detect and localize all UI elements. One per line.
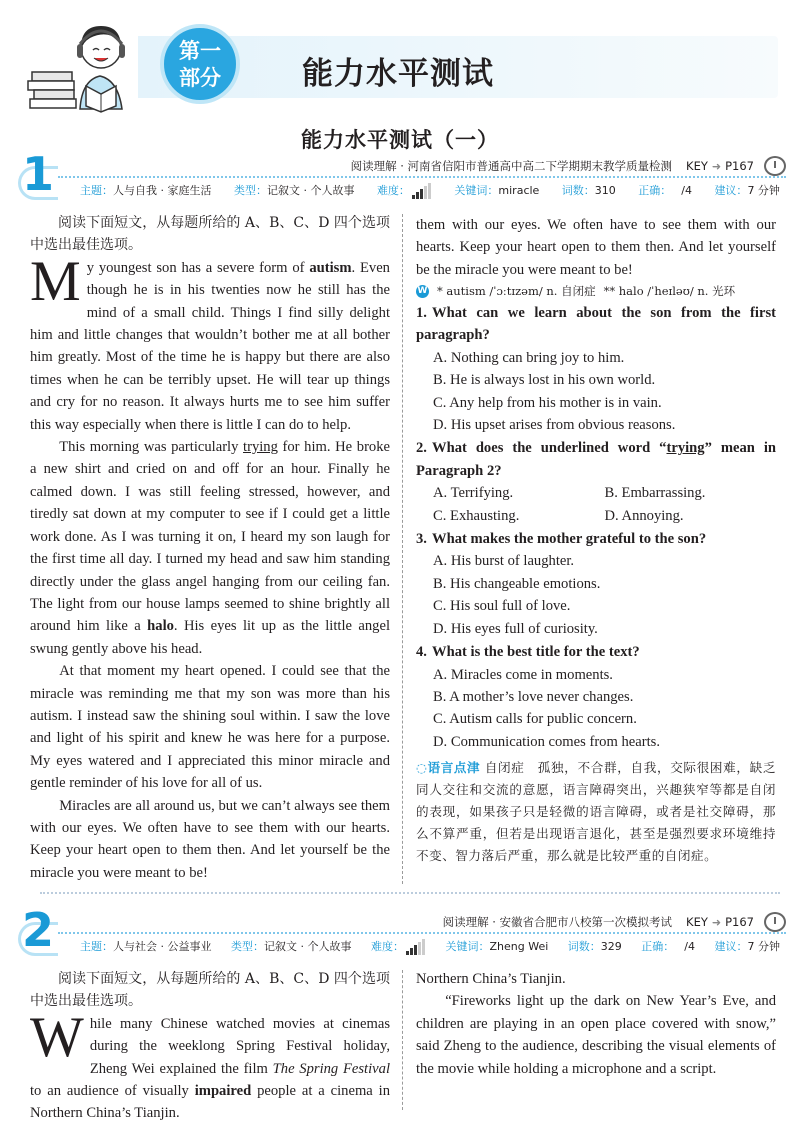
question-number: 3. — [416, 531, 427, 548]
part-badge — [160, 24, 240, 104]
p1-text-c: people at a cinema in Northern China’s Tianjin. — [30, 1083, 391, 1122]
option[interactable]: A. Miracles come in moments. — [433, 666, 613, 683]
part-label-line2: 部分 — [179, 66, 221, 90]
question-3 — [416, 528, 776, 550]
passage-1-left-column — [30, 212, 390, 881]
section-source-line — [443, 912, 786, 932]
column-divider — [402, 970, 403, 1110]
alarm-clock-icon — [764, 156, 786, 176]
option-row — [416, 482, 776, 504]
section-divider — [58, 176, 786, 178]
keyword-value: miracle — [498, 184, 540, 197]
option[interactable]: D. Communication comes from hearts. — [433, 733, 660, 750]
vocab-word-2: ** halo /ˈheɪləʊ/ n. 光环 — [603, 284, 736, 298]
key-page: P167 — [725, 159, 754, 173]
wordcount-label: 词数： — [561, 184, 595, 197]
p2-text-c: . His eyes lit up as the little angel swung gently above his head. — [30, 618, 390, 657]
passage-1-paragraph-2 — [30, 436, 390, 660]
type-value: 记叙文 · 个人故事 — [266, 184, 355, 197]
option[interactable]: A. His burst of laughter. — [433, 553, 575, 570]
question-text: What makes the mother grateful to the son? — [432, 531, 707, 548]
type-value: 记叙文 · 个人故事 — [264, 940, 352, 953]
keyword-label: 关键词： — [454, 184, 499, 197]
key-label: KEY — [686, 159, 708, 173]
film-title: The Spring Festival — [272, 1060, 390, 1077]
suggest-value: 7 分钟 — [747, 940, 780, 953]
p2-text-a: This morning was particularly — [59, 439, 244, 456]
part-label-line1: 第一 — [179, 39, 221, 63]
key-label: KEY — [686, 915, 708, 929]
banner-title: 能力水平测试 — [302, 56, 494, 92]
passage-2-paragraph-2: “Fireworks light up the dark on New Year’s Eve, and children are playing in an open place covered with snow,” said Zheng to the audience, describing the visual elements of the movie while holding a microphone and a script. — [416, 993, 776, 1077]
keyword-label: 关键词： — [445, 940, 490, 953]
question-number: 4. — [416, 644, 427, 661]
question-text: What does the underlined word “ — [432, 440, 667, 457]
column-divider — [402, 214, 403, 884]
option[interactable]: B. He is always lost in his own world. — [433, 372, 656, 389]
option[interactable]: D. His eyes full of curiosity. — [433, 620, 598, 637]
passage-1-paragraph-3: At that moment my heart opened. I could see that the miracle was reminding me that my son was more than his autism. I instead saw the shining soul within. I saw the love and light of his spirit and knew he was here for a purpose. My eyes watered and I appreciated this minor miracle and gentle reminder of his love for all of us. — [30, 663, 390, 792]
section-source: 阅读理解 · 河南省信阳市普通高中高二下学期期末教学质量检测 — [350, 159, 673, 173]
theme-value: 人与社会 · 公益事业 — [113, 940, 212, 953]
difficulty-label: 难度： — [371, 939, 404, 953]
section-1-header — [18, 147, 786, 201]
difficulty-bars-icon — [412, 183, 432, 199]
arrow-right-icon: ➜ — [711, 159, 722, 173]
passage-1-paragraph-4-end: them with our eyes. We often have to see them with our hearts. Keep your heart open to them then. And let yourself be the miracle you were meant to be! — [416, 217, 776, 278]
option[interactable]: D. His upset arises from obvious reasons. — [433, 417, 676, 434]
option[interactable]: A. Nothing can bring joy to him. — [433, 349, 625, 366]
vocab-word-1: * autism /ˈɔːtɪzəm/ n. 自闭症 — [437, 284, 596, 298]
question-text: What is the best title for the text? — [432, 644, 640, 661]
p2-text-b: for him. He broke a new shirt and cried on and off for an hour. Finally he calmed down. I was still feeling stressed, however, and tiredly sat down at my computer to see if I could get a little work done. As I was turning it on, I heard my son laugh for the first time all day. I turned my head and saw him standing directly under the glass angel hanging from our ceiling fan. The light from our house lamps seemed to shine brightly all around him like a — [30, 439, 390, 635]
theme-label: 主题： — [80, 184, 113, 197]
passage-2-paragraph-1 — [30, 1005, 391, 1125]
correct-value: /4 — [684, 940, 695, 953]
p1-bold-word: impaired — [194, 1083, 252, 1100]
question-number: 2. — [416, 440, 427, 457]
question-1 — [416, 302, 776, 347]
option[interactable]: D. Annoying. — [604, 507, 684, 524]
theme-value: 人与自我 · 家庭生活 — [113, 184, 212, 197]
language-note — [416, 757, 776, 867]
p1-text-b: . Even though he is in his twenties now he still has the mind of a small child. Things I find silly delight him and little changes that wouldn’t bother me at all bother him greatly. Most of the time he is happy but there are also times when he can be terribly upset. He will tear up things and cry for no reason. It always hurts me to see him suffer this way especially when there is little I can do to help. — [30, 259, 390, 433]
page-banner — [20, 14, 780, 114]
p2-underlined-word: trying — [243, 439, 278, 456]
section-number: 1 — [22, 147, 55, 201]
arrow-right-icon: ➜ — [711, 915, 722, 929]
option[interactable]: C. Autism calls for public concern. — [433, 711, 637, 728]
passage-2-paragraph-1-end: Northern China’s Tianjin. — [416, 971, 566, 987]
section-meta-line — [80, 936, 780, 956]
suggest-value: 7 分钟 — [747, 184, 780, 197]
instruction: 阅读下面短文，从每题所给的 A、B、C、D 四个选项中选出最佳选项。 — [30, 971, 390, 1010]
option-row — [416, 505, 776, 527]
section-separator — [40, 892, 780, 894]
question-underlined-word: trying — [666, 440, 705, 457]
correct-label: 正确： — [638, 184, 672, 197]
p1-bold-word: autism — [309, 259, 352, 276]
passage-1-paragraph-1 — [30, 249, 390, 436]
passage-1-paragraph-4-start: Miracles are all around us, but we can’t always see them with our eyes. We often have to see them with our hearts. Keep your heart open to them then. And let yourself be the miracle you were meant to be! — [30, 797, 390, 881]
question-2 — [416, 437, 776, 482]
option[interactable]: C. Any help from his mother is in vain. — [433, 394, 662, 411]
wordcount-label: 词数： — [567, 940, 601, 953]
difficulty-bars-icon — [406, 939, 426, 955]
language-note-tag — [416, 760, 480, 775]
question-number: 1. — [416, 305, 427, 321]
section-source-line — [351, 156, 786, 176]
suggest-label: 建议： — [714, 940, 748, 953]
section-source: 阅读理解 · 安徽省合肥市八校第一次模拟考试 — [442, 915, 673, 929]
passage-2-left-column — [30, 968, 391, 1122]
key-page: P167 — [725, 915, 754, 929]
question-4 — [416, 641, 776, 663]
passage-2-right-column — [416, 968, 776, 1080]
p2-bold-word: halo — [147, 618, 174, 635]
option[interactable]: C. Exhausting. — [433, 507, 520, 524]
p1-text-b: to an audience of visually — [30, 1083, 195, 1100]
question-text: ” mean in Paragraph 2? — [416, 440, 777, 479]
option[interactable]: B. His changeable emotions. — [433, 575, 601, 592]
passage-1-right-column — [416, 214, 776, 867]
section-2-header — [18, 903, 786, 957]
wordcount-value: 329 — [600, 940, 622, 953]
language-note-title: 语言点津 — [427, 760, 481, 776]
keyword-value: Zheng Wei — [489, 940, 549, 953]
type-label: 类型： — [233, 184, 267, 197]
question-text: What can we learn about the son from the first paragraph? — [416, 305, 776, 344]
suggest-label: 建议： — [714, 184, 748, 197]
correct-label: 正确： — [641, 940, 675, 953]
word-badge-icon: W — [417, 285, 428, 296]
section-number: 2 — [22, 903, 55, 957]
p1-text-a: My youngest son has a severe form of — [30, 249, 310, 313]
correct-value: /4 — [681, 184, 692, 197]
difficulty-label: 难度： — [376, 183, 410, 197]
wordcount-value: 310 — [594, 184, 616, 197]
alarm-clock-icon — [764, 912, 786, 932]
reading-girl-illustration — [20, 14, 138, 114]
option[interactable]: C. His soul full of love. — [433, 598, 571, 615]
test-title: 能力水平测试（一） — [301, 128, 499, 152]
theme-label: 主题： — [80, 940, 113, 953]
speech-bubble-icon: ◌ — [416, 760, 428, 776]
section-meta-line — [80, 180, 780, 200]
instruction: 阅读下面短文，从每题所给的 A、B、C、D 四个选项中选出最佳选项。 — [30, 215, 390, 254]
option[interactable]: B. Embarrassing. — [604, 485, 706, 502]
type-label: 类型： — [231, 940, 264, 953]
option[interactable]: B. A mother’s love never changes. — [433, 688, 634, 705]
language-note-text: 自闭症 孤独，不合群，自我，交际很困难，缺乏同人交往和交流的意愿，语言障碍突出，兴趣狭窄等都是自闭的表现，如果孩子只是轻微的语言障碍，或者是社交障碍，那么不算严重，但若是出现语言退化，甚至是强烈要求环境维持不变、智力落后严重，那么就是比较严重的自闭症。 — [416, 760, 776, 864]
section-divider — [58, 932, 786, 934]
option[interactable]: A. Terrifying. — [433, 485, 514, 502]
p1-text-a: While many Chinese watched movies at cinemas during the weeklong Spring Festival holiday, Zheng Wei explained the film — [30, 1005, 390, 1077]
vocabulary-note — [416, 281, 776, 301]
